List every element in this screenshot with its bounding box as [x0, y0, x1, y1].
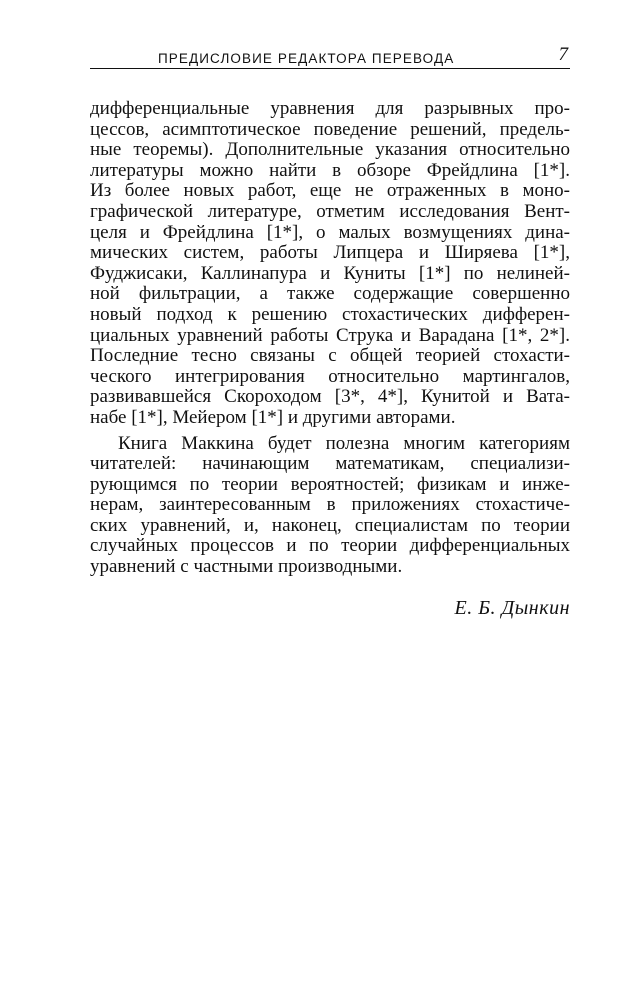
text-line: ских уравнений, и, наконец, специалистам по теории	[90, 514, 570, 536]
text-line: циальных уравнений работы Струка и Варадана [1*, 2*].	[90, 324, 570, 346]
text-line: рующимся по теории вероятностей; физикам и инже-	[90, 473, 570, 495]
text-line: уравнений с частными производными.	[90, 556, 403, 578]
text-line: ной фильтрации, а также содержащие совершенно	[90, 283, 570, 305]
text-line: литературы можно найти в обзоре Фрейдлина [1*].	[90, 159, 570, 181]
body-text	[90, 99, 570, 618]
header-title: ПРЕДИСЛОВИЕ РЕДАКТОРА ПЕРЕВОДА	[158, 51, 455, 66]
text-line: ные теоремы). Дополнительные указания относительно	[90, 139, 570, 161]
text-line: новый подход к решению стохастических дифферен-	[90, 303, 570, 325]
paragraph	[90, 434, 570, 578]
text-line: Последние тесно связаны с общей теорией стохасти-	[90, 345, 570, 367]
text-line: графической литературе, отметим исследования Вент-	[90, 200, 570, 222]
text-line: цессов, асимптотическое поведение решений, предель-	[90, 118, 570, 140]
text-line: набе [1*], Мейером [1*] и другими авторами.	[90, 406, 456, 428]
text-line: Фуджисаки, Каллинапура и Куниты [1*] по нелиней-	[90, 262, 570, 284]
text-line: нерам, заинтересованным в приложениях стохастиче-	[90, 494, 570, 516]
text-line: Книга Маккина будет полезна многим категориям	[118, 432, 570, 454]
text-line: дифференциальные уравнения для разрывных про-	[90, 98, 570, 119]
text-line: Из более новых работ, еще не отраженных в моно-	[90, 180, 570, 202]
book-page	[90, 44, 570, 618]
paragraph	[90, 99, 570, 429]
text-line: мических систем, работы Липцера и Ширяева [1*],	[90, 242, 570, 264]
running-header	[90, 44, 570, 69]
author-signature: Е. Б. Дынкин	[454, 596, 570, 619]
text-line: развивавшейся Скороходом [3*, 4*], Кунитой и Вата-	[90, 386, 570, 408]
page-number: 7	[558, 44, 568, 65]
text-line: случайных процессов и по теории дифференциальных	[90, 535, 570, 557]
text-line: целя и Фрейдлина [1*], о малых возмущениях дина-	[90, 221, 570, 243]
text-line: ческого интегрирования относительно мартингалов,	[90, 365, 570, 387]
text-line: читателей: начинающим математикам, специализи-	[90, 453, 570, 475]
